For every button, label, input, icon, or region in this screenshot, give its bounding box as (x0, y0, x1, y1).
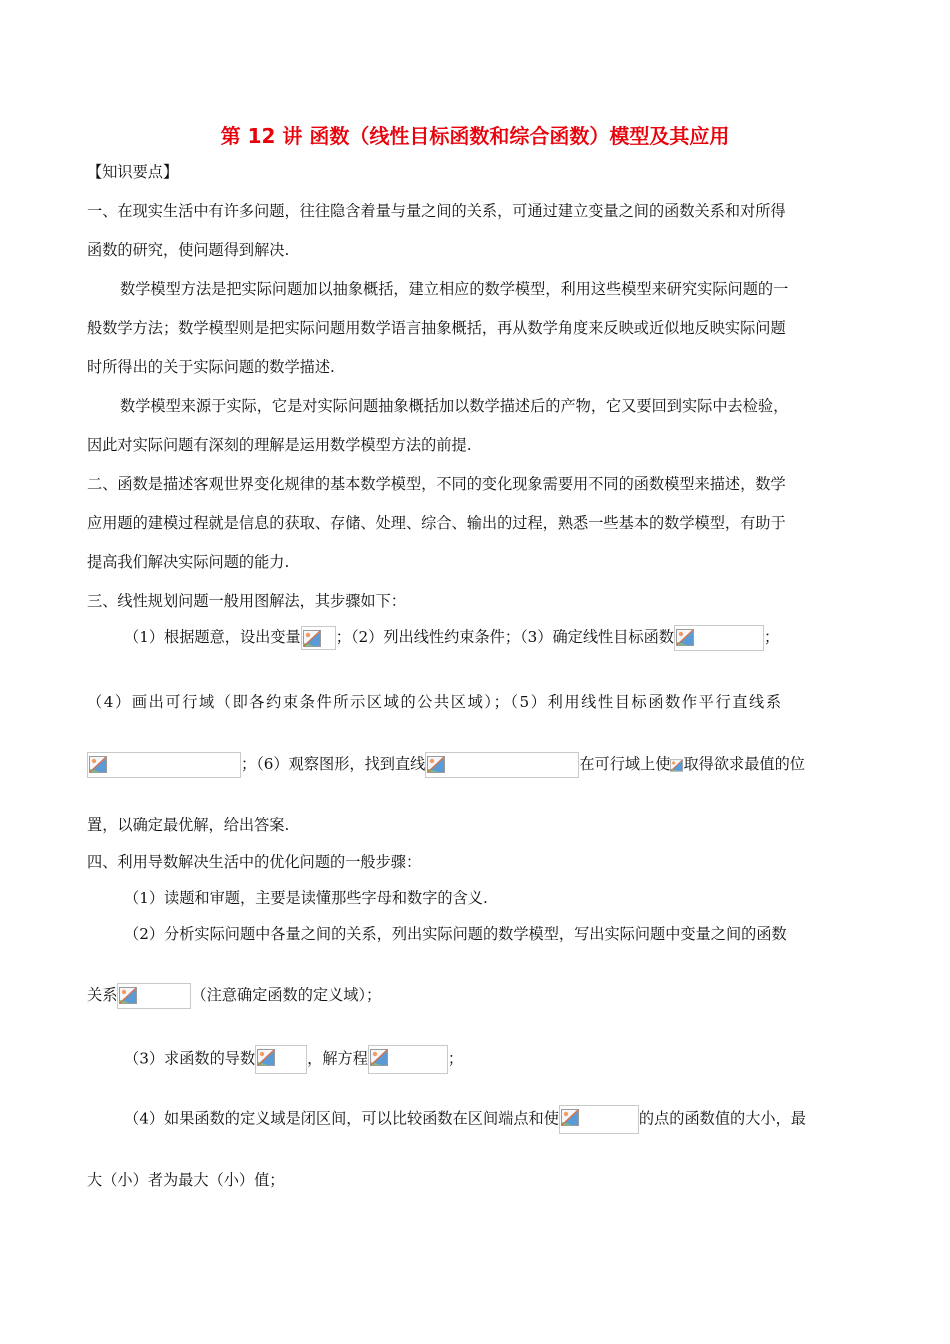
step-text: ；（6）观察图形，找到直线 (241, 755, 426, 773)
paragraph-line: 一、在现实生活中有许多问题，往往隐含着量与量之间的关系，可通过建立变量之间的函数关系和对所得 (87, 202, 786, 220)
step-line: 置，以确定最优解，给出答案. (87, 816, 290, 834)
broken-image-icon (561, 1109, 579, 1126)
formula-image-placeholder (559, 1105, 639, 1134)
step-line (124, 1045, 463, 1074)
step-line (124, 1105, 806, 1134)
step-text: ； (764, 628, 780, 646)
formula-image-placeholder (255, 1045, 307, 1074)
step-line (87, 983, 381, 1009)
formula-image-placeholder (87, 752, 241, 778)
step-text: （4）如果函数的定义域是闭区间，可以比较函数在区间端点和使 (124, 1109, 559, 1128)
step-text: 在可行域上使 (579, 755, 671, 773)
step-text: （3）求函数的导数 (124, 1049, 256, 1068)
broken-image-icon (370, 1049, 388, 1066)
broken-image-icon (257, 1049, 275, 1066)
step-text: （1）根据题意，设出变量 (124, 628, 301, 646)
step-text: ； (447, 1049, 464, 1068)
step-line (87, 752, 805, 778)
formula-image-placeholder (368, 1045, 448, 1074)
broken-image-icon (303, 630, 321, 647)
broken-image-icon (676, 629, 694, 646)
section-heading: 【知识要点】 (87, 163, 179, 181)
paragraph-line: 数学模型方法是把实际问题加以抽象概括，建立相应的数学模型，利用这些模型来研究实际问题的一 (120, 280, 789, 298)
broken-image-icon (427, 756, 445, 773)
formula-image-placeholder (670, 754, 683, 776)
step-text: 取得欲求最值的位 (683, 755, 805, 773)
paragraph-line: 应用题的建模过程就是信息的获取、存储、处理、综合、输出的过程，熟悉一些基本的数学模型，有助于 (87, 514, 786, 532)
step-text: 的点的函数值的大小，最 (638, 1109, 806, 1128)
formula-image-placeholder (425, 752, 579, 778)
step-line (124, 625, 779, 651)
formula-image-placeholder (674, 625, 764, 651)
step-text: （注意确定函数的定义域）； (191, 986, 382, 1004)
paragraph-line: 数学模型来源于实际，它是对实际问题抽象概括加以数学描述后的产物，它又要回到实际中去检验， (120, 397, 789, 415)
broken-image-icon (89, 756, 107, 773)
broken-image-icon (670, 757, 683, 774)
step-line: （4）画出可行域（即各约束条件所示区域的公共区域）；（5）利用线性目标函数作平行直线系 (87, 693, 783, 711)
paragraph-line: 二、函数是描述客观世界变化规律的基本数学模型，不同的变化现象需要用不同的函数模型来描述，数学 (87, 475, 786, 493)
paragraph-line: 四、利用导数解决生活中的优化问题的一般步骤： (87, 853, 422, 871)
broken-image-icon (119, 987, 137, 1004)
step-text: ；（2）列出线性约束条件；（3）确定线性目标函数 (335, 628, 674, 646)
paragraph-line: 三、线性规划问题一般用图解法，其步骤如下： (87, 592, 406, 610)
paragraph-line: 时所得出的关于实际问题的数学描述. (87, 358, 335, 376)
step-text: ，解方程 (307, 1049, 368, 1068)
step-line: 大（小）者为最大（小）值； (87, 1171, 285, 1189)
paragraph-line: 函数的研究，使问题得到解决. (87, 241, 290, 259)
formula-image-placeholder (117, 983, 191, 1009)
paragraph-line: 般数学方法；数学模型则是把实际问题用数学语言抽象概括，再从数学角度来反映或近似地反映实际问题 (87, 319, 786, 337)
paragraph-line: 因此对实际问题有深刻的理解是运用数学模型方法的前提. (87, 436, 472, 454)
document-title: 第 12 讲 函数（线性目标函数和综合函数）模型及其应用 (220, 124, 730, 148)
step-line: （2）分析实际问题中各量之间的关系，列出实际问题的数学模型，写出实际问题中变量之间的函数 (124, 925, 787, 943)
paragraph-line: 提高我们解决实际问题的能力. (87, 553, 290, 571)
step-text: 关系 (87, 986, 118, 1004)
formula-image-placeholder (301, 626, 336, 650)
step-line: （1）读题和审题，主要是读懂那些字母和数字的含义. (124, 889, 488, 907)
